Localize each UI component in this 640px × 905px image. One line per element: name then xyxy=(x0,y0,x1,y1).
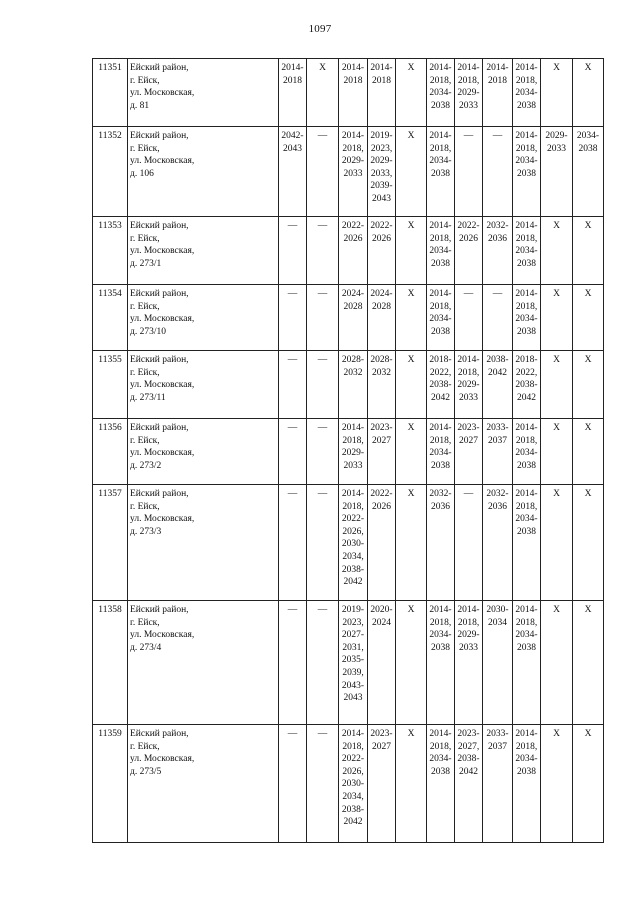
period-cell: 2014- 2018, 2034- 2038 xyxy=(513,601,541,725)
period-cell: Х xyxy=(573,59,604,127)
period-cell: — xyxy=(455,127,483,217)
period-cell: 2014- 2018, 2034- 2038 xyxy=(513,725,541,843)
period-cell: 2014- 2018, 2034- 2038 xyxy=(513,285,541,351)
address-cell: Ейский район, г. Ейск, ул. Московская, д. 273/11 xyxy=(128,351,279,419)
period-cell: Х xyxy=(541,217,573,285)
row-number-cell: 11353 xyxy=(93,217,128,285)
period-cell: 2024- 2028 xyxy=(339,285,368,351)
period-cell: — xyxy=(483,285,513,351)
period-cell: 2032- 2036 xyxy=(483,485,513,601)
table-row xyxy=(93,59,604,127)
period-cell: — xyxy=(307,351,339,419)
address-cell: Ейский район, г. Ейск, ул. Московская, д. 106 xyxy=(128,127,279,217)
period-cell: 2014- 2018, 2029- 2033 xyxy=(455,601,483,725)
address-cell: Ейский район, г. Ейск, ул. Московская, д. 273/1 xyxy=(128,217,279,285)
period-cell: 2028- 2032 xyxy=(339,351,368,419)
period-cell: 2014- 2018, 2029- 2033 xyxy=(339,127,368,217)
period-cell: Х xyxy=(307,59,339,127)
row-number-cell: 11351 xyxy=(93,59,128,127)
period-cell: Х xyxy=(573,285,604,351)
period-cell: 2023- 2027, 2038- 2042 xyxy=(455,725,483,843)
period-cell: 2029- 2033 xyxy=(541,127,573,217)
period-cell: 2030- 2034 xyxy=(483,601,513,725)
period-cell: 2014- 2018, 2034- 2038 xyxy=(513,59,541,127)
period-cell: — xyxy=(307,485,339,601)
period-cell: 2014- 2018, 2034- 2038 xyxy=(513,485,541,601)
table-row xyxy=(93,485,604,601)
period-cell: — xyxy=(307,217,339,285)
period-cell: 2014- 2018, 2029- 2033 xyxy=(455,351,483,419)
period-cell: Х xyxy=(396,127,427,217)
table-row xyxy=(93,419,604,485)
period-cell: 2014- 2018, 2034- 2038 xyxy=(427,127,455,217)
period-cell: Х xyxy=(573,725,604,843)
period-cell: 2042- 2043 xyxy=(279,127,307,217)
period-cell: — xyxy=(307,419,339,485)
period-cell: Х xyxy=(541,59,573,127)
period-cell: 2014- 2018, 2034- 2038 xyxy=(427,601,455,725)
period-cell: Х xyxy=(396,59,427,127)
table-row xyxy=(93,217,604,285)
period-cell: 2022- 2026 xyxy=(368,217,396,285)
period-cell: 2022- 2026 xyxy=(455,217,483,285)
period-cell: 2014- 2018, 2022- 2026, 2030- 2034, 2038- 2042 xyxy=(339,725,368,843)
period-cell: Х xyxy=(573,419,604,485)
row-number-cell: 11352 xyxy=(93,127,128,217)
period-cell: — xyxy=(279,419,307,485)
period-cell: — xyxy=(279,601,307,725)
row-number-cell: 11354 xyxy=(93,285,128,351)
period-cell: 2019- 2023, 2029- 2033, 2039- 2043 xyxy=(368,127,396,217)
period-cell: 2022- 2026 xyxy=(339,217,368,285)
period-cell: — xyxy=(307,285,339,351)
row-number-cell: 11359 xyxy=(93,725,128,843)
period-cell: 2014- 2018, 2029- 2033 xyxy=(339,419,368,485)
period-cell: 2014- 2018, 2034- 2038 xyxy=(513,419,541,485)
period-cell: Х xyxy=(573,601,604,725)
period-cell: — xyxy=(455,485,483,601)
table-row xyxy=(93,285,604,351)
period-cell: 2014- 2018 xyxy=(368,59,396,127)
period-cell: Х xyxy=(396,285,427,351)
address-cell: Ейский район, г. Ейск, ул. Московская, д. 273/5 xyxy=(128,725,279,843)
address-cell: Ейский район, г. Ейск, ул. Московская, д. 273/10 xyxy=(128,285,279,351)
period-cell: 2033- 2037 xyxy=(483,419,513,485)
period-cell: — xyxy=(455,285,483,351)
period-cell: 2014- 2018 xyxy=(339,59,368,127)
period-cell: — xyxy=(279,285,307,351)
row-number-cell: 11355 xyxy=(93,351,128,419)
period-cell: 2038- 2042 xyxy=(483,351,513,419)
table-row xyxy=(93,127,604,217)
period-cell: — xyxy=(307,725,339,843)
row-number-cell: 11358 xyxy=(93,601,128,725)
period-cell: Х xyxy=(396,485,427,601)
period-cell: Х xyxy=(396,601,427,725)
period-cell: 2023- 2027 xyxy=(455,419,483,485)
period-cell: 2024- 2028 xyxy=(368,285,396,351)
period-cell: 2033- 2037 xyxy=(483,725,513,843)
period-cell: Х xyxy=(573,485,604,601)
period-cell: — xyxy=(307,601,339,725)
period-cell: 2020- 2024 xyxy=(368,601,396,725)
period-cell: — xyxy=(483,127,513,217)
period-cell: 2014- 2018, 2034- 2038 xyxy=(513,217,541,285)
table-row xyxy=(93,351,604,419)
period-cell: 2014- 2018, 2034- 2038 xyxy=(427,725,455,843)
period-cell: 2014- 2018, 2034- 2038 xyxy=(427,59,455,127)
period-cell: Х xyxy=(396,351,427,419)
period-cell: Х xyxy=(541,285,573,351)
period-cell: 2014- 2018, 2034- 2038 xyxy=(427,419,455,485)
period-cell: Х xyxy=(541,725,573,843)
table-row xyxy=(93,725,604,843)
period-cell: 2022- 2026 xyxy=(368,485,396,601)
period-cell: Х xyxy=(541,601,573,725)
period-cell: 2034- 2038 xyxy=(573,127,604,217)
period-cell: Х xyxy=(573,217,604,285)
period-cell: Х xyxy=(396,725,427,843)
period-cell: 2014- 2018, 2034- 2038 xyxy=(427,217,455,285)
period-cell: — xyxy=(279,217,307,285)
period-cell: Х xyxy=(541,419,573,485)
page-number: 1097 xyxy=(308,23,332,35)
row-number-cell: 11357 xyxy=(93,485,128,601)
period-cell: 2032- 2036 xyxy=(483,217,513,285)
address-cell: Ейский район, г. Ейск, ул. Московская, д. 273/2 xyxy=(128,419,279,485)
period-cell: Х xyxy=(396,419,427,485)
period-cell: 2014- 2018, 2034- 2038 xyxy=(513,127,541,217)
period-cell: — xyxy=(279,351,307,419)
period-cell: Х xyxy=(541,485,573,601)
period-cell: 2023- 2027 xyxy=(368,725,396,843)
period-cell: 2014- 2018, 2022- 2026, 2030- 2034, 2038- 2042 xyxy=(339,485,368,601)
repair-schedule-table xyxy=(92,58,604,843)
period-cell: Х xyxy=(541,351,573,419)
table-row xyxy=(93,601,604,725)
period-cell: 2032- 2036 xyxy=(427,485,455,601)
period-cell: Х xyxy=(396,217,427,285)
address-cell: Ейский район, г. Ейск, ул. Московская, д. 81 xyxy=(128,59,279,127)
period-cell: 2028- 2032 xyxy=(368,351,396,419)
address-cell: Ейский район, г. Ейск, ул. Московская, д. 273/4 xyxy=(128,601,279,725)
row-number-cell: 11356 xyxy=(93,419,128,485)
period-cell: 2019- 2023, 2027- 2031, 2035- 2039, 2043- 2043 xyxy=(339,601,368,725)
period-cell: 2018- 2022, 2038- 2042 xyxy=(427,351,455,419)
period-cell: — xyxy=(307,127,339,217)
period-cell: — xyxy=(279,485,307,601)
period-cell: 2014- 2018, 2029- 2033 xyxy=(455,59,483,127)
period-cell: Х xyxy=(573,351,604,419)
period-cell: 2014- 2018 xyxy=(483,59,513,127)
period-cell: 2023- 2027 xyxy=(368,419,396,485)
period-cell: 2018- 2022, 2038- 2042 xyxy=(513,351,541,419)
period-cell: — xyxy=(279,725,307,843)
address-cell: Ейский район, г. Ейск, ул. Московская, д. 273/3 xyxy=(128,485,279,601)
period-cell: 2014- 2018 xyxy=(279,59,307,127)
period-cell: 2014- 2018, 2034- 2038 xyxy=(427,285,455,351)
